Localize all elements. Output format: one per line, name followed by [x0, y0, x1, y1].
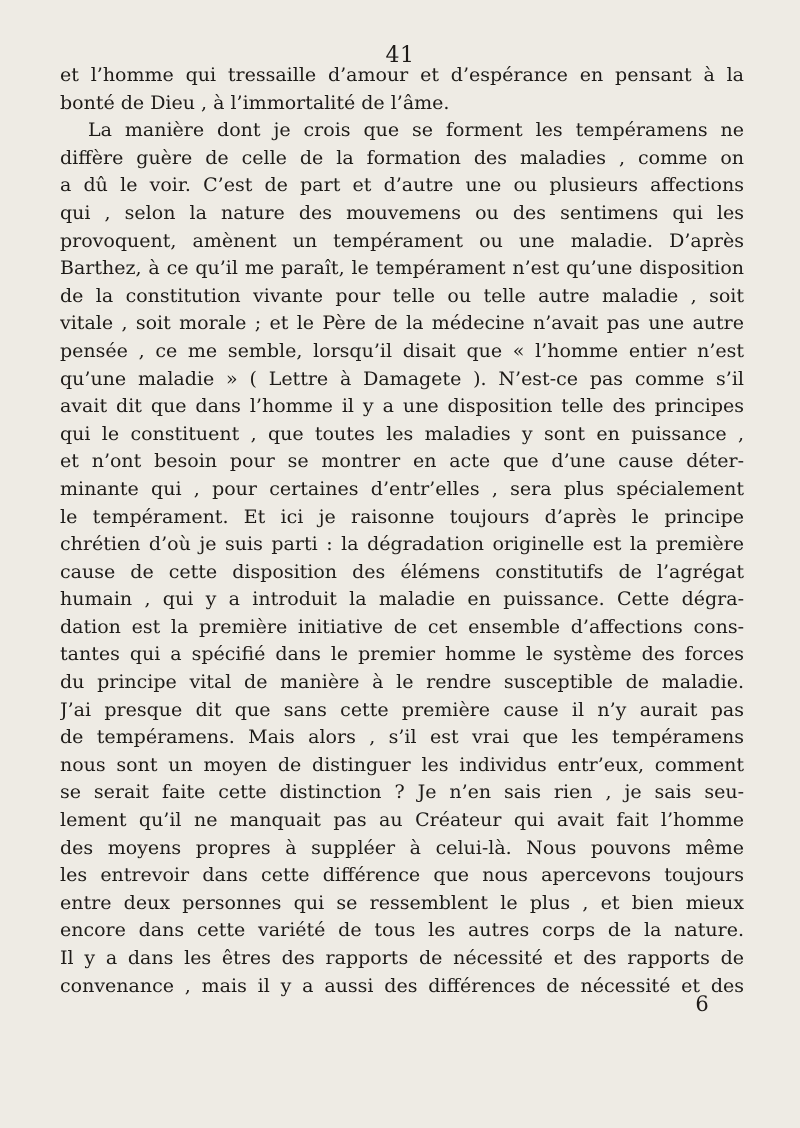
- text-line: de tempéramens. Mais alors , s’il est vrai que les tempéramens: [60, 726, 744, 749]
- page-number: 41: [385, 43, 415, 68]
- signature-mark: 6: [695, 992, 709, 1016]
- text-line: Il y a dans les êtres des rapports de nécessité et des rapports de: [60, 947, 744, 969]
- text-line: tantes qui a spécifié dans le premier homme le système des forces: [60, 643, 744, 666]
- text-line: vitale , soit morale ; et le Père de la médecine n’avait pas une autre: [60, 312, 744, 335]
- text-line: qui , selon la nature des mouvemens ou des sentimens qui les: [60, 201, 744, 224]
- text-line: La manière dont je crois que se forment les tempéramens ne: [88, 119, 744, 142]
- text-line: J’ai presque dit que sans cette première cause il n’y aurait pas: [60, 698, 744, 721]
- text-line: et n’ont besoin pour se montrer en acte que d’une cause déter-: [60, 450, 744, 473]
- text-line: du principe vital de manière à le rendre susceptible de maladie.: [60, 671, 744, 694]
- text-line: se serait faite cette distinction ? Je n’en sais rien , je sais seu-: [60, 781, 744, 804]
- text-line: provoquent, amènent un tempérament ou une maladie. D’après: [60, 229, 744, 252]
- text-line: chrétien d’où je suis parti : la dégradation originelle est la première: [60, 533, 744, 556]
- body-text: [60, 62, 744, 1000]
- text-line: avait dit que dans l’homme il y a une disposition telle des principes: [60, 395, 744, 418]
- text-line: diffère guère de celle de la formation des maladies , comme on: [60, 146, 744, 169]
- text-line: convenance , mais il y a aussi des différences de nécessité et des: [60, 974, 744, 997]
- text-line: de la constitution vivante pour telle ou telle autre maladie , soit: [60, 284, 744, 307]
- text-line: cause de cette disposition des élémens constitutifs de l’agrégat: [60, 560, 744, 583]
- text-line: bonté de Dieu , à l’immortalité de l’âme.: [60, 91, 450, 114]
- text-line: entre deux personnes qui se ressemblent le plus , et bien mieux: [60, 891, 744, 914]
- text-line: lement qu’il ne manquait pas au Créateur qui avait fait l’homme: [60, 809, 744, 832]
- text-line: et l’homme qui tressaille d’amour et d’espérance en pensant à la: [60, 64, 744, 86]
- text-line: pensée , ce me semble, lorsqu’il disait que « l’homme entier n’est: [60, 339, 744, 362]
- text-line: minante qui , pour certaines d’entr’elles , sera plus spécialement: [60, 477, 744, 500]
- text-line: a dû le voir. C’est de part et d’autre une ou plusieurs affections: [60, 174, 744, 197]
- text-line: des moyens propres à suppléer à celui-là. Nous pouvons même: [60, 836, 744, 859]
- text-line: nous sont un moyen de distinguer les individus entr’eux, comment: [60, 753, 744, 776]
- text-line: dation est la première initiative de cet ensemble d’affections cons-: [60, 615, 744, 638]
- text-line: le tempérament. Et ici je raisonne toujours d’après le principe: [60, 505, 744, 528]
- text-line: qu’une maladie » ( Lettre à Damagete ). N’est-ce pas comme s’il: [60, 367, 744, 390]
- text-line: humain , qui y a introduit la maladie en puissance. Cette dégra-: [60, 588, 744, 611]
- text-line: Barthez, à ce qu’il me paraît, le tempérament n’est qu’une disposition: [60, 257, 744, 280]
- text-line: qui le constituent , que toutes les maladies y sont en puissance ,: [60, 422, 744, 445]
- text-line: les entrevoir dans cette différence que nous apercevons toujours: [60, 864, 744, 887]
- text-line: encore dans cette variété de tous les autres corps de la nature.: [60, 919, 744, 942]
